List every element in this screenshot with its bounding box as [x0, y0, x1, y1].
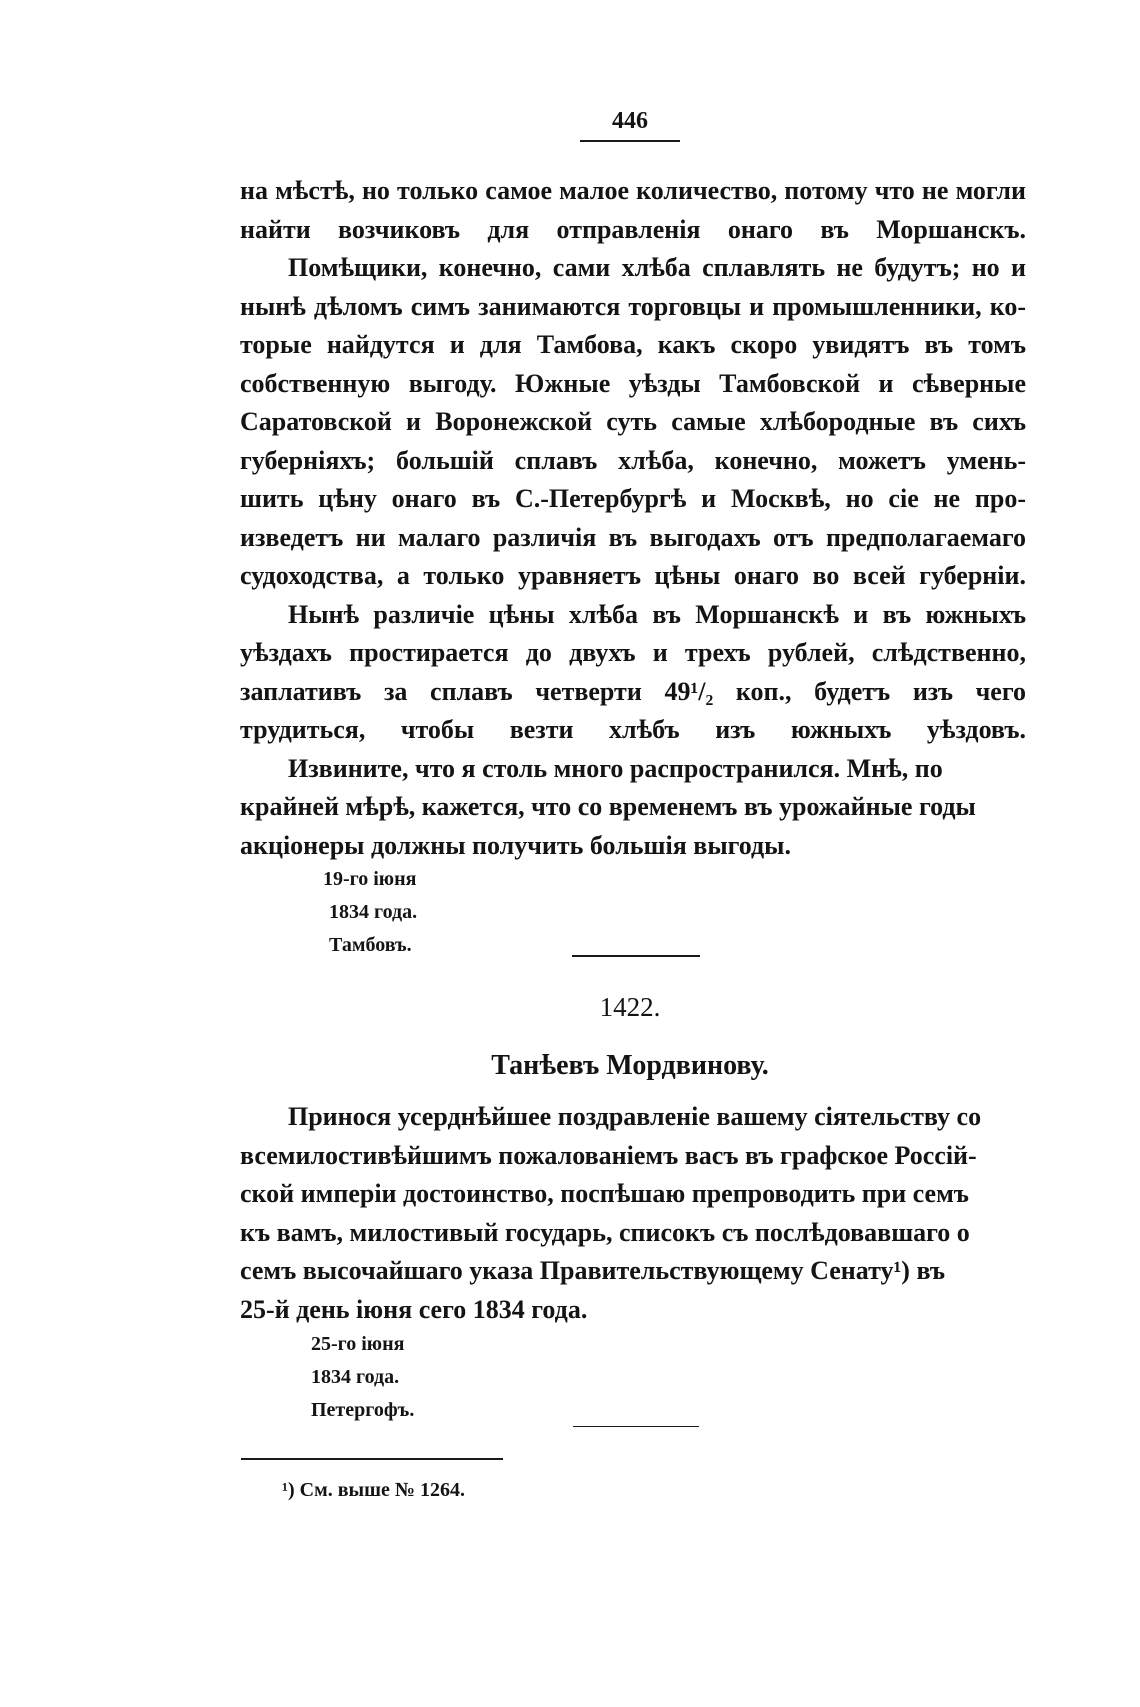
- letter-1421-signoff: [323, 863, 417, 962]
- text-line: судоходства, а только уравняетъ цѣны онаго во всей губерніи.: [240, 561, 1026, 590]
- text-line: Саратовской и Воронежской суть самые хлѣбородные въ сихъ: [240, 407, 1026, 436]
- signoff-place: Тамбовъ.: [329, 934, 412, 956]
- paragraph: [240, 1098, 1026, 1329]
- section-divider: [573, 1426, 699, 1427]
- text-line: трудиться, чтобы везти хлѣбъ изъ южныхъ уѣздовъ.: [240, 715, 1026, 744]
- text-line: губерніяхъ; большій сплавъ хлѣба, конечно, можетъ умень-: [240, 445, 1026, 475]
- text-line: Нынѣ различіе цѣны хлѣба въ Моршанскѣ и въ южныхъ: [288, 599, 1026, 629]
- signoff-year: 1834 года.: [311, 1366, 400, 1388]
- footnote: ¹) См. выше № 1264.: [282, 1479, 465, 1501]
- text-line: 25-й день іюня сего 1834 года.: [240, 1294, 588, 1324]
- signoff-year: 1834 года.: [329, 901, 418, 923]
- text-line: уѣздахъ простирается до двухъ и трехъ рублей, слѣдственно,: [240, 638, 1026, 667]
- text-line: найти возчиковъ для отправленія онаго въ Моршанскъ.: [240, 214, 1026, 244]
- letter-1422-signoff: [311, 1328, 414, 1427]
- letter-number: 1422.: [599, 992, 661, 1022]
- text-line: семъ высочайшаго указа Правительствующему Сенату¹) въ: [240, 1256, 946, 1285]
- text-line: Принося усерднѣйшее поздравленіе вашему сіятельству со: [288, 1102, 982, 1131]
- text-line: заплативъ за сплавъ четверти 49¹/₂ коп., будетъ изъ чего: [240, 676, 1026, 706]
- text-line: Извините, что я столь много распространился. Мнѣ, по: [288, 753, 943, 783]
- text-line: крайней мѣрѣ, кажется, что со временемъ въ урожайные годы: [240, 792, 976, 821]
- text-line: всемилостивѣйшимъ пожалованіемъ васъ въ графское Россій-: [240, 1140, 977, 1170]
- text-line: собственную выгоду. Южные уѣзды Тамбовской и сѣверные: [240, 368, 1026, 398]
- paragraph: [240, 249, 1026, 596]
- page-number-underline: [580, 140, 680, 142]
- page-number: 446: [612, 108, 648, 134]
- text-line: шить цѣну онаго въ С.-Петербургѣ и Москвѣ, но сіе не про-: [240, 484, 1026, 513]
- text-line: акціонеры должны получить большія выгоды.: [240, 830, 791, 860]
- text-line: Помѣщики, конечно, сами хлѣба сплавлять не будутъ; но и: [288, 253, 1026, 282]
- text-line: торые найдутся и для Тамбова, какъ скоро увидятъ въ томъ: [240, 330, 1026, 359]
- paragraph: [240, 596, 1026, 750]
- signoff-date: 25-го іюня: [311, 1333, 405, 1355]
- text-line: на мѣстѣ, но только самое малое количество, потому что не могли: [240, 176, 1026, 205]
- letter-heading: Танѣевъ Мордвинову.: [491, 1050, 769, 1081]
- text-line: ской имперіи достоинство, поспѣшаю препроводить при семъ: [240, 1179, 969, 1208]
- text-line: изведетъ ни малаго различія въ выгодахъ отъ предполагаемаго: [240, 522, 1026, 552]
- signoff-date: 19-го іюня: [323, 868, 417, 890]
- letter-1422-body: [240, 1098, 1026, 1329]
- footnote-rule: [241, 1458, 503, 1460]
- letter-1421-body: [240, 172, 1026, 865]
- section-divider: [572, 955, 700, 957]
- signoff-place: Петергофъ.: [311, 1399, 415, 1421]
- text-line: къ вамъ, милостивый государь, списокъ съ послѣдовавшаго о: [240, 1217, 970, 1247]
- paragraph: [240, 750, 1026, 866]
- text-line: нынѣ дѣломъ симъ занимаются торговцы и промышленники, ко-: [240, 291, 1026, 321]
- paragraph: [240, 172, 1026, 249]
